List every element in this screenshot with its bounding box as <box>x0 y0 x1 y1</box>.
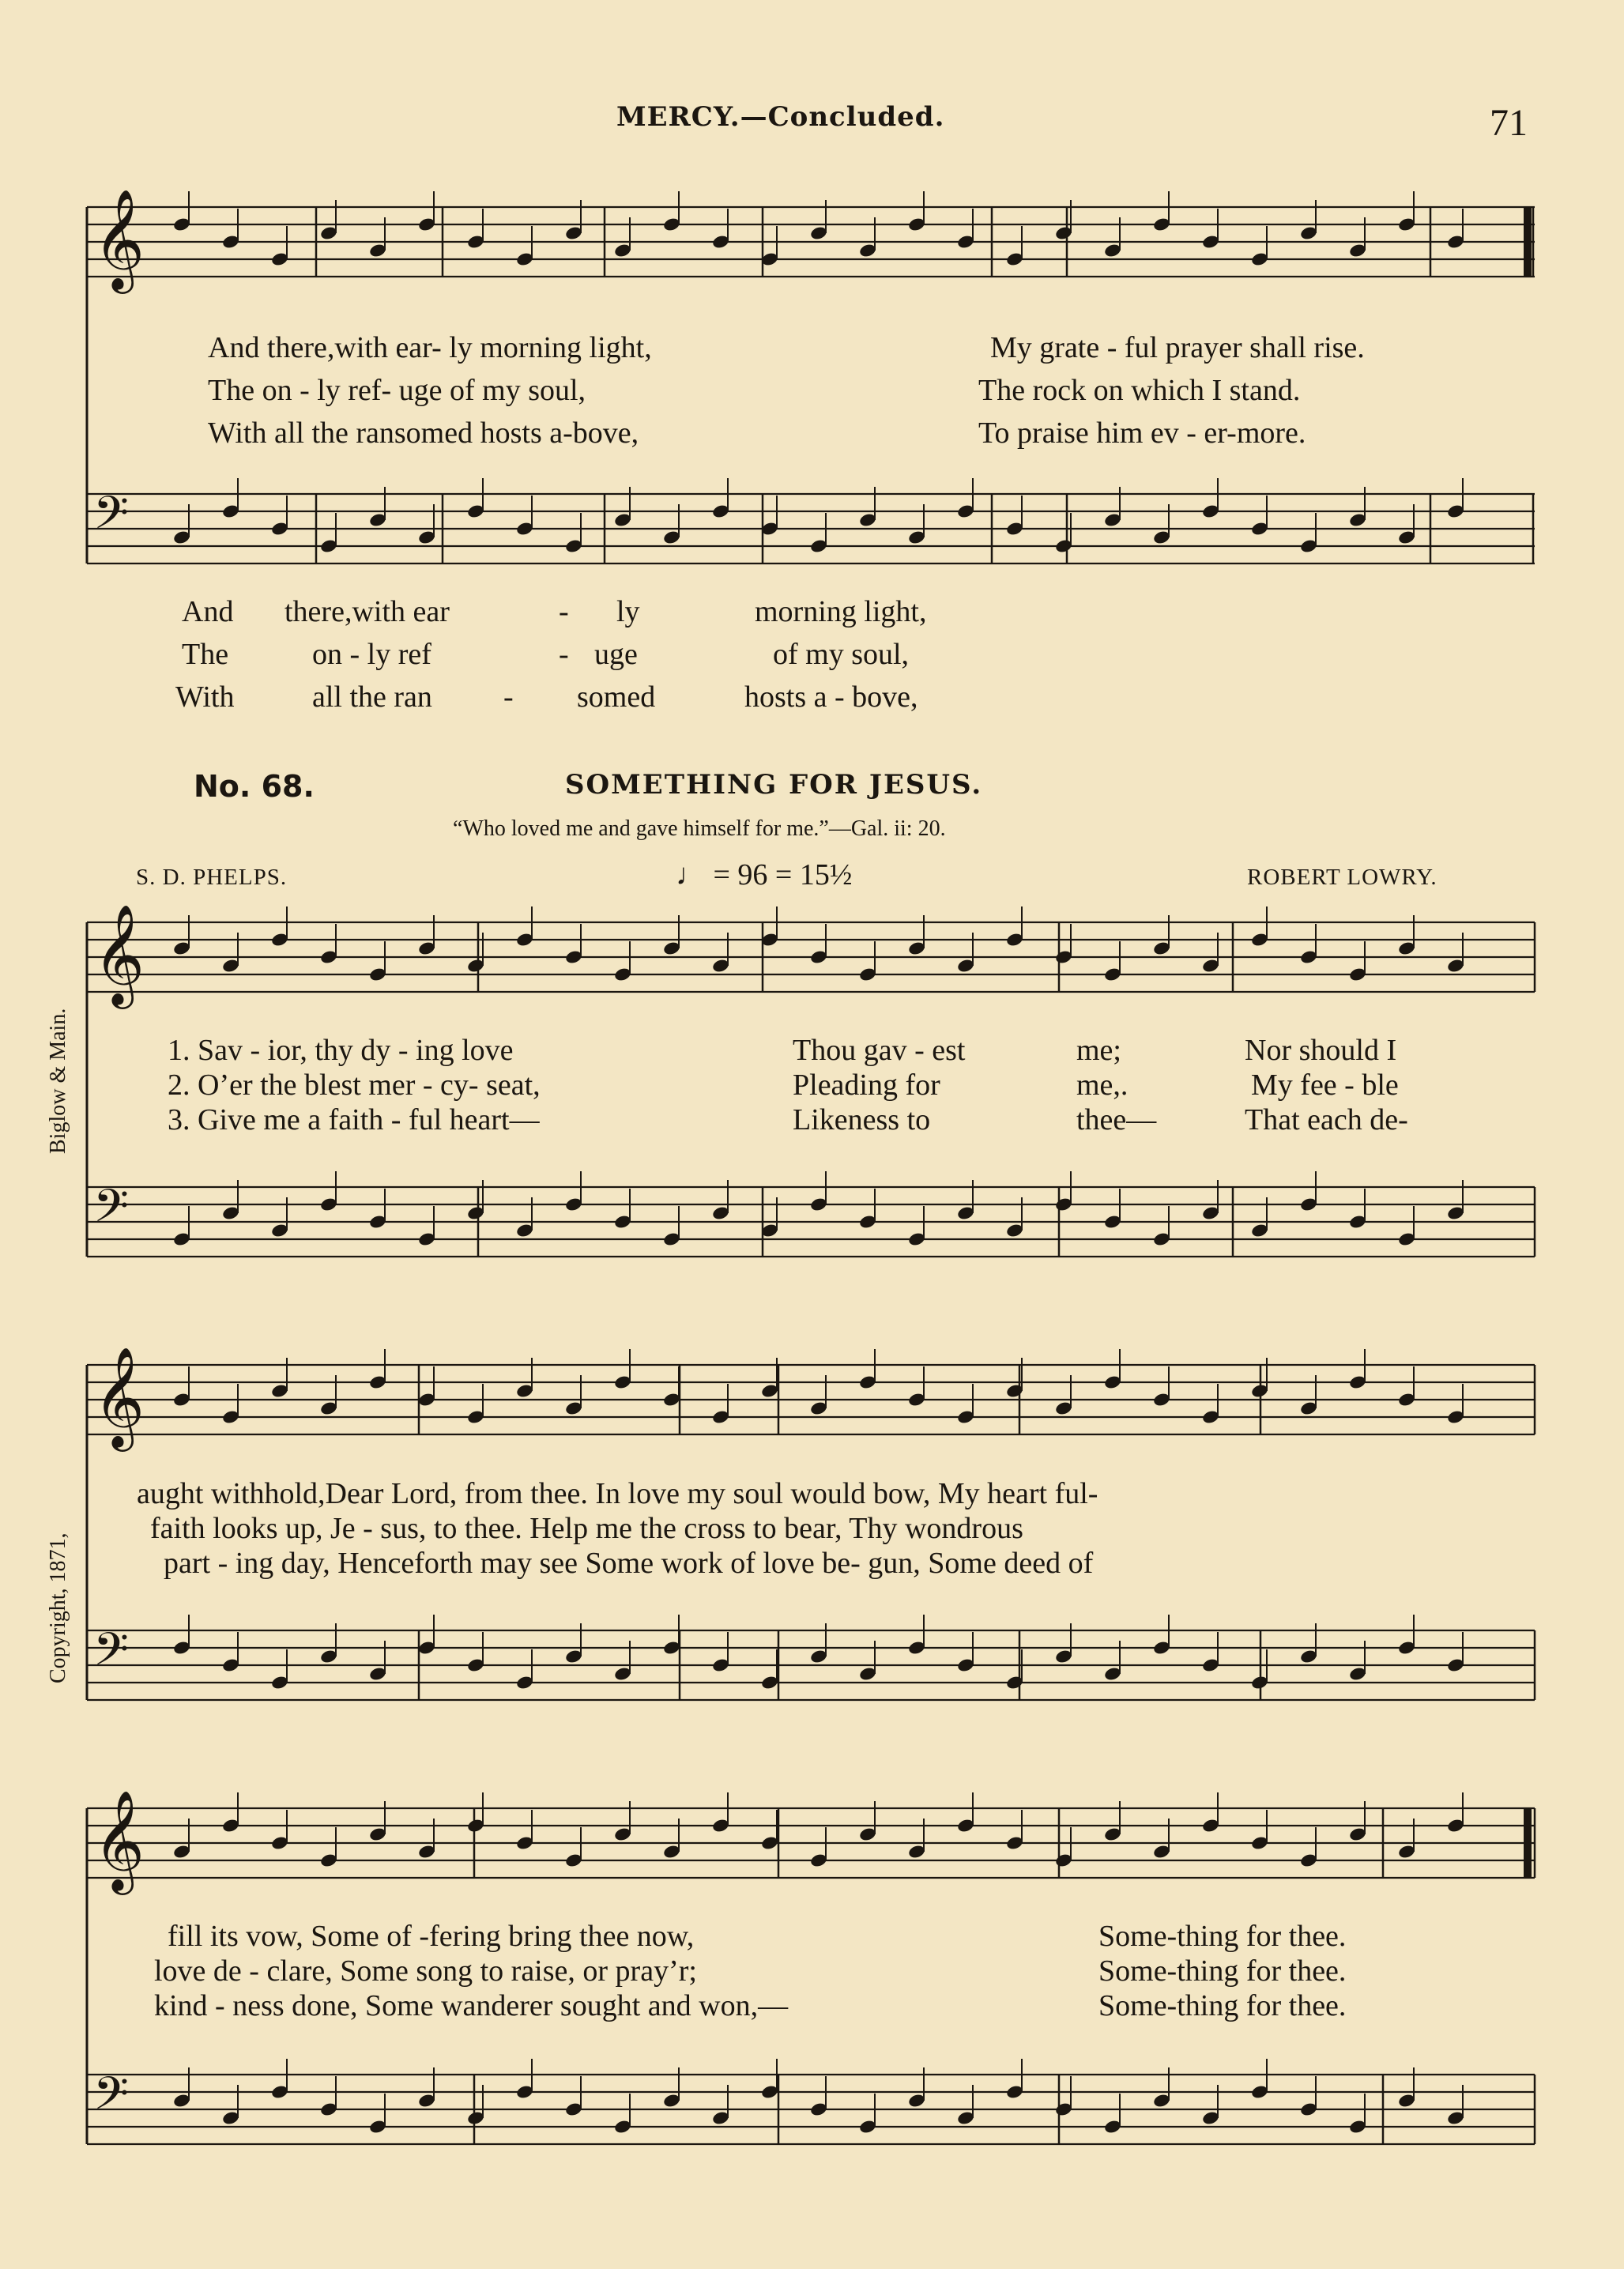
s3-verse2-a: love de - clare, Some song to raise, or pray’r; <box>154 1954 697 1988</box>
publisher-credit: Biglow & Main. <box>46 1008 70 1154</box>
s1-verse3-a: 3. Give me a faith - ful heart— <box>168 1103 540 1136</box>
mercy-bass-lyric-3-w4: somed <box>577 680 656 714</box>
final-barline <box>1524 1808 1532 1878</box>
mercy-bass-lyric-2-w1: The <box>182 638 229 671</box>
treble-clef-icon: 𝄞 <box>93 1346 145 1447</box>
mercy-treble-lyric-2a: The on - ly ref- uge of my soul, <box>208 374 586 407</box>
mercy-treble-lyric-3b: To praise him ev - er-more. <box>978 416 1306 450</box>
s2-verse1: aught withhold,Dear Lord, from thee. In love my soul would bow, My heart ful- <box>137 1477 1098 1510</box>
bass-clef-icon: 𝄢 <box>93 2067 130 2131</box>
running-header: MERCY.—Concluded. <box>616 101 945 133</box>
mercy-bass-lyric-3-w3: - <box>503 680 514 714</box>
mercy-bass-lyric-1-w5: morning light, <box>755 595 927 628</box>
s1-verse1-b: Thou gav - est <box>793 1034 966 1067</box>
s3-verse1-a: fill its vow, Some of -fering bring thee now, <box>168 1920 695 1953</box>
s1-verse3-b: Likeness to <box>793 1103 931 1136</box>
tempo-marking <box>676 857 852 892</box>
s1-verse1-d: Nor should I <box>1245 1034 1397 1067</box>
hymn-title: SOMETHING FOR JESUS. <box>565 769 983 801</box>
page-number: 71 <box>1490 102 1528 144</box>
s1-verse1-c: me; <box>1076 1034 1121 1067</box>
treble-clef-icon: 𝄞 <box>93 1789 145 1890</box>
quarter-note-icon: ♩ <box>676 858 706 891</box>
copyright-credit: Copyright, 1871, <box>46 1532 70 1683</box>
mercy-treble-lyric-3a: With all the ransomed hosts a-bove, <box>208 416 639 450</box>
bass-clef-icon: 𝄢 <box>93 1623 130 1687</box>
mercy-bass-lyric-2-w5: of my soul, <box>773 638 910 671</box>
treble-clef-icon: 𝄞 <box>93 188 145 289</box>
s3-verse3-b: Some-thing for thee. <box>1098 1989 1347 2022</box>
mercy-bass-lyric-2-w4: uge <box>594 638 638 671</box>
s1-verse2-b: Pleading for <box>793 1069 940 1102</box>
s1-verse2-d: My fee - ble <box>1251 1069 1399 1102</box>
mercy-bass-lyric-1-w3: - <box>559 595 569 628</box>
s3-verse1-b: Some-thing for thee. <box>1098 1920 1347 1953</box>
tempo-text: = 96 = 15½ <box>713 858 853 891</box>
author: S. D. PHELPS. <box>136 865 288 890</box>
bass-clef-icon: 𝄢 <box>93 1179 130 1244</box>
s1-verse2-a: 2. O’er the blest mer - cy- seat, <box>168 1069 541 1102</box>
s1-verse3-d: That each de- <box>1245 1103 1408 1136</box>
s1-verse2-c: me,. <box>1076 1069 1129 1102</box>
mercy-treble-lyric-1b: My grate - ful prayer shall rise. <box>990 331 1365 364</box>
mercy-bass-lyric-1-w1: And <box>182 595 234 628</box>
mercy-bass-lyric-2-w2: on - ly ref <box>312 638 431 671</box>
s1-verse3-c: thee— <box>1076 1103 1157 1136</box>
mercy-bass-lyric-1-w4: ly <box>616 595 640 628</box>
s2-verse2: faith looks up, Je - sus, to thee. Help me the cross to bear, Thy wondrous <box>150 1512 1023 1545</box>
hymn-number: No. 68. <box>194 769 315 804</box>
epigraph: “Who loved me and gave himself for me.”—Gal. ii: 20. <box>453 816 946 841</box>
mercy-treble-lyric-2b: The rock on which I stand. <box>978 374 1301 407</box>
final-barline <box>1524 207 1532 277</box>
mercy-bass-lyric-1-w2: there,with ear <box>284 595 450 628</box>
mercy-bass-lyric-2-w3: - <box>559 638 569 671</box>
mercy-bass-lyric-3-w1: With <box>175 680 235 714</box>
mercy-bass-lyric-3-w2: all the ran <box>312 680 432 714</box>
composer: ROBERT LOWRY. <box>1247 865 1437 890</box>
bass-clef-icon: 𝄢 <box>93 486 130 551</box>
mercy-bass-lyric-3-w5: hosts a - bove, <box>744 680 918 714</box>
mercy-treble-lyric-1a: And there,with ear- ly morning light, <box>208 331 652 364</box>
s3-verse3-a: kind - ness done, Some wanderer sought and won,— <box>154 1989 789 2022</box>
s1-verse1-a: 1. Sav - ior, thy dy - ing love <box>168 1034 514 1067</box>
treble-clef-icon: 𝄞 <box>93 903 145 1004</box>
s2-verse3: part - ing day, Henceforth may see Some work of love be- gun, Some deed of <box>164 1547 1094 1580</box>
s3-verse2-b: Some-thing for thee. <box>1098 1954 1347 1988</box>
